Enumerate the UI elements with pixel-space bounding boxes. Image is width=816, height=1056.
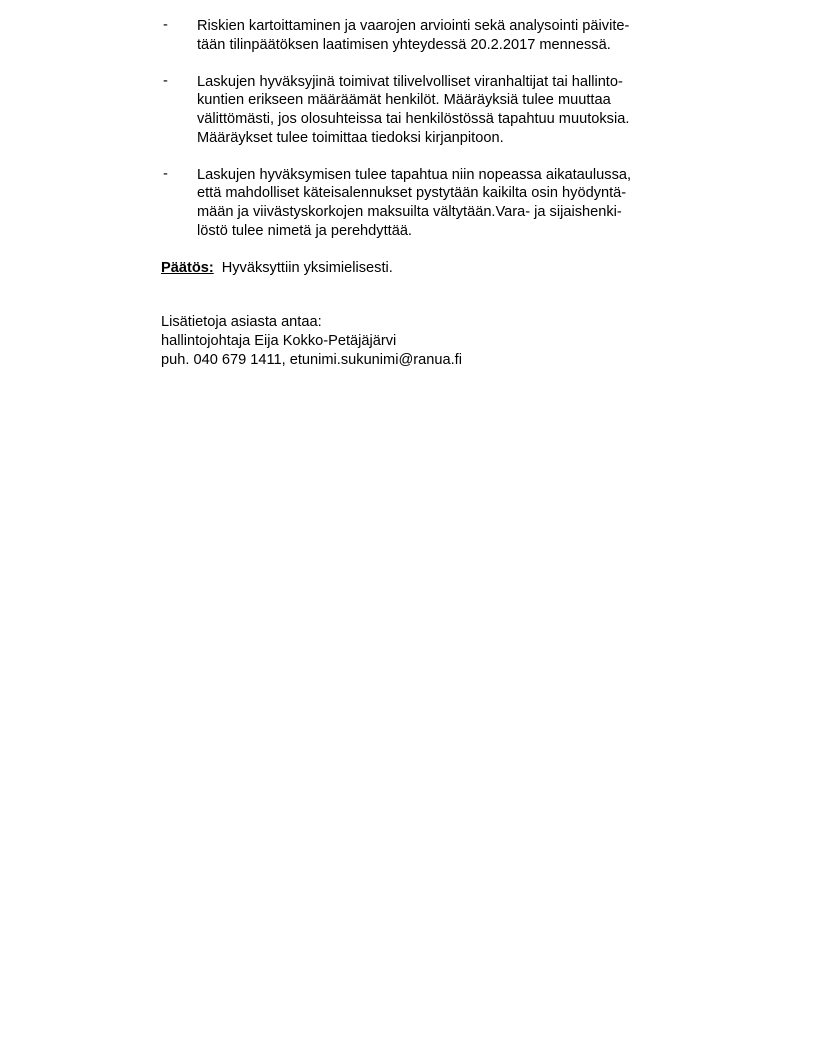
bullet-text-line: Riskien kartoittaminen ja vaarojen arviointi sekä analysointi päivite- bbox=[197, 18, 630, 34]
bullet-text-line: kuntien erikseen määräämät henkilöt. Määräyksiä tulee muuttaa bbox=[197, 92, 611, 109]
list-item bbox=[161, 73, 681, 147]
bullet-text-line: Laskujen hyväksyjinä toimivat tilivelvolliset viranhaltijat tai hallinto- bbox=[197, 73, 623, 90]
contact-name: hallintojohtaja Eija Kokko-Petäjäjärvi bbox=[161, 332, 397, 349]
decision-text: Hyväksyttiin yksimielisesti. bbox=[221, 259, 393, 276]
decision-paragraph bbox=[161, 259, 681, 278]
bullet-text-line: välittömästi, jos olosuhteissa tai henkilöstössä tapahtuu muutoksia. bbox=[197, 110, 630, 127]
bullet-marker: - bbox=[163, 165, 168, 182]
bullet-list bbox=[161, 17, 681, 240]
bullet-text-line: Määräykset tulee toimittaa tiedoksi kirjanpitoon. bbox=[197, 129, 504, 146]
bullet-marker: - bbox=[163, 17, 168, 33]
bullet-text-line: Laskujen hyväksymisen tulee tapahtua niin nopeassa aikataulussa, bbox=[197, 166, 632, 183]
contact-info bbox=[161, 313, 681, 369]
contact-intro: Lisätietoja asiasta antaa: bbox=[161, 314, 322, 331]
bullet-text-line: löstö tulee nimetä ja perehdyttää. bbox=[197, 222, 412, 239]
list-item bbox=[161, 17, 681, 54]
bullet-text-line: tään tilinpäätöksen laatimisen yhteydessä 20.2.2017 mennessä. bbox=[197, 36, 611, 53]
decision-label: Päätös: bbox=[161, 259, 214, 276]
bullet-marker: - bbox=[163, 72, 168, 89]
bullet-text-line: mään ja viivästyskorkojen maksuilta vältytään.Vara- ja sijaishenki- bbox=[197, 203, 622, 220]
bullet-text-line: että mahdolliset käteisalennukset pystytään kaikilta osin hyödyntä- bbox=[197, 185, 627, 202]
contact-phone-email: puh. 040 679 1411, etunimi.sukunimi@ranua.fi bbox=[161, 351, 462, 368]
document-body bbox=[161, 17, 681, 369]
list-item bbox=[161, 166, 681, 240]
